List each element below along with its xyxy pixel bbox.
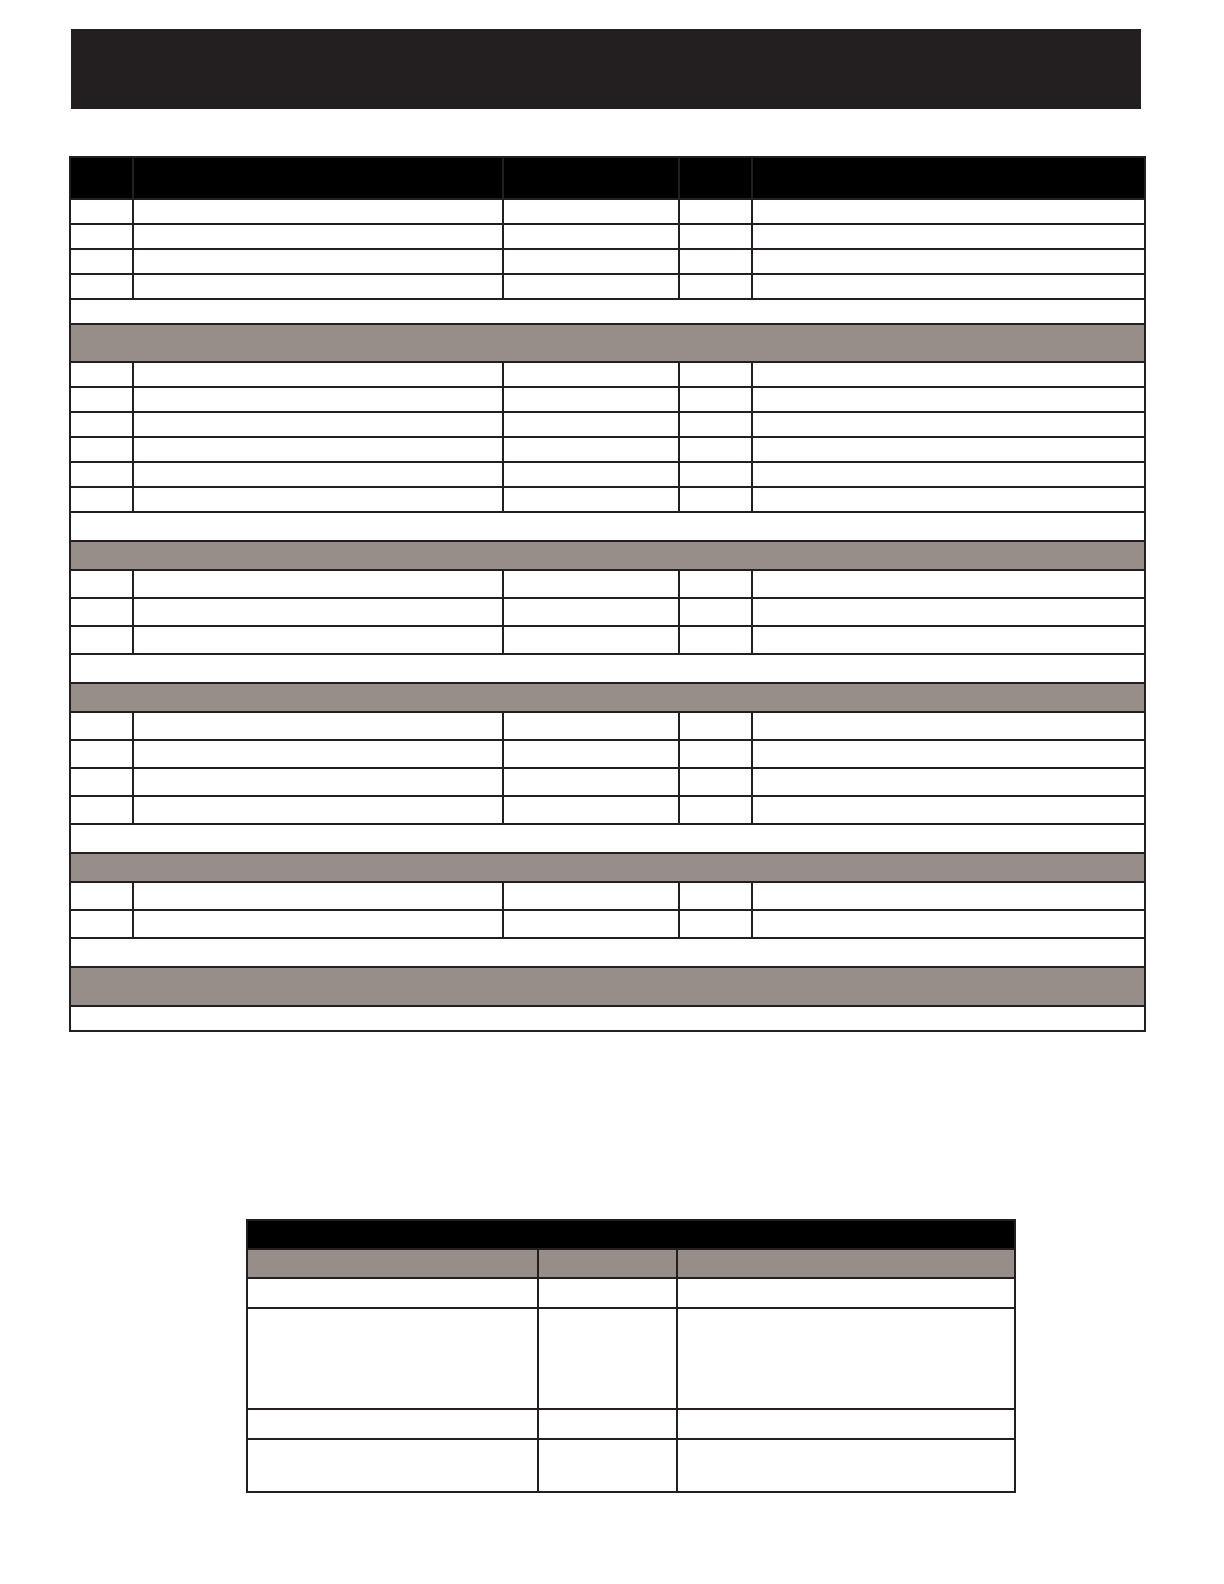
section-title xyxy=(70,541,1145,570)
table-cell[interactable] xyxy=(679,882,752,910)
table-cell[interactable] xyxy=(503,249,679,274)
table-cell[interactable] xyxy=(679,598,752,626)
table-row xyxy=(70,882,1145,910)
column-header xyxy=(752,157,1145,199)
table-cell[interactable] xyxy=(503,274,679,299)
table-cell[interactable] xyxy=(752,274,1145,299)
section-header-row xyxy=(70,324,1145,362)
table-cell[interactable] xyxy=(70,387,133,412)
table-cell[interactable] xyxy=(752,768,1145,796)
table-cell[interactable] xyxy=(503,570,679,598)
table-cell[interactable] xyxy=(70,712,133,740)
table-cell[interactable] xyxy=(133,570,503,598)
group-spacer-row xyxy=(70,938,1145,967)
table-cell[interactable] xyxy=(503,387,679,412)
table-cell[interactable] xyxy=(679,740,752,768)
spacer-cell[interactable] xyxy=(70,299,1145,324)
group-spacer-row xyxy=(70,824,1145,853)
table-cell[interactable] xyxy=(752,199,1145,224)
table-cell[interactable] xyxy=(247,1409,538,1439)
page-title xyxy=(71,56,91,81)
table-cell[interactable] xyxy=(752,224,1145,249)
table-cell[interactable] xyxy=(752,387,1145,412)
spacer-cell[interactable] xyxy=(70,938,1145,967)
table-cell[interactable] xyxy=(503,598,679,626)
table-cell[interactable] xyxy=(677,1278,1015,1308)
table-cell[interactable] xyxy=(752,249,1145,274)
table-cell[interactable] xyxy=(503,626,679,654)
table-cell[interactable] xyxy=(679,362,752,387)
table-cell[interactable] xyxy=(679,249,752,274)
table-cell[interactable] xyxy=(503,462,679,487)
table-cell[interactable] xyxy=(247,1439,538,1492)
table-cell[interactable] xyxy=(679,412,752,437)
table-cell[interactable] xyxy=(679,570,752,598)
table-row xyxy=(70,740,1145,768)
table-cell[interactable] xyxy=(70,570,133,598)
table-cell[interactable] xyxy=(70,274,133,299)
table-row xyxy=(70,768,1145,796)
table-cell[interactable] xyxy=(70,626,133,654)
summary-table xyxy=(246,1219,1016,1493)
table-cell[interactable] xyxy=(133,362,503,387)
table-cell[interactable] xyxy=(679,199,752,224)
table-cell[interactable] xyxy=(679,487,752,512)
table-cell[interactable] xyxy=(133,712,503,740)
section-header-row xyxy=(70,541,1145,570)
table-cell[interactable] xyxy=(133,224,503,249)
table-cell[interactable] xyxy=(247,1308,538,1409)
table-row xyxy=(70,570,1145,598)
table-cell[interactable] xyxy=(133,487,503,512)
table-cell[interactable] xyxy=(752,626,1145,654)
table-row xyxy=(70,487,1145,512)
section-title xyxy=(70,967,1145,1006)
table-cell[interactable] xyxy=(538,1308,677,1409)
table-cell[interactable] xyxy=(133,598,503,626)
table-cell[interactable] xyxy=(70,437,133,462)
table-cell[interactable] xyxy=(133,462,503,487)
table-row xyxy=(247,1278,1015,1308)
table-row xyxy=(70,249,1145,274)
table-cell[interactable] xyxy=(133,437,503,462)
table-cell[interactable] xyxy=(503,910,679,938)
table-cell[interactable] xyxy=(677,1439,1015,1492)
table-cell[interactable] xyxy=(679,626,752,654)
table-cell[interactable] xyxy=(752,740,1145,768)
group-spacer-row xyxy=(70,1006,1145,1031)
table-cell[interactable] xyxy=(133,910,503,938)
table-cell[interactable] xyxy=(70,412,133,437)
table-row xyxy=(70,437,1145,462)
table-cell[interactable] xyxy=(503,882,679,910)
section-header-row xyxy=(70,967,1145,1006)
table-row xyxy=(70,712,1145,740)
column-header xyxy=(70,157,133,199)
table-cell[interactable] xyxy=(247,1278,538,1308)
table-cell[interactable] xyxy=(679,387,752,412)
column-header xyxy=(538,1249,677,1278)
table-cell[interactable] xyxy=(752,796,1145,824)
table-cell[interactable] xyxy=(133,796,503,824)
table-row xyxy=(70,274,1145,299)
table-cell[interactable] xyxy=(752,712,1145,740)
table-cell[interactable] xyxy=(70,249,133,274)
schedule-table xyxy=(69,156,1146,1032)
table-cell[interactable] xyxy=(679,768,752,796)
table-cell[interactable] xyxy=(133,274,503,299)
table-row xyxy=(70,412,1145,437)
table-cell[interactable] xyxy=(679,712,752,740)
table-cell[interactable] xyxy=(70,462,133,487)
table-cell[interactable] xyxy=(503,412,679,437)
spacer-cell[interactable] xyxy=(70,824,1145,853)
table-cell[interactable] xyxy=(752,462,1145,487)
table-cell[interactable] xyxy=(133,626,503,654)
table-cell[interactable] xyxy=(133,199,503,224)
table-cell[interactable] xyxy=(503,768,679,796)
table-cell[interactable] xyxy=(133,768,503,796)
table-cell[interactable] xyxy=(70,796,133,824)
table-cell[interactable] xyxy=(70,224,133,249)
table-cell[interactable] xyxy=(677,1308,1015,1409)
column-header xyxy=(677,1249,1015,1278)
table-cell[interactable] xyxy=(70,598,133,626)
summary-header-row xyxy=(247,1249,1015,1278)
table-cell[interactable] xyxy=(503,224,679,249)
table-cell[interactable] xyxy=(538,1439,677,1492)
table-cell[interactable] xyxy=(503,437,679,462)
column-header xyxy=(247,1249,538,1278)
page-title-bar xyxy=(71,29,1141,109)
table-cell[interactable] xyxy=(538,1278,677,1308)
table-cell[interactable] xyxy=(70,768,133,796)
table-row xyxy=(70,224,1145,249)
table-row xyxy=(70,387,1145,412)
table-cell[interactable] xyxy=(133,387,503,412)
table-cell[interactable] xyxy=(133,882,503,910)
table-cell[interactable] xyxy=(752,910,1145,938)
table-cell[interactable] xyxy=(752,570,1145,598)
table-cell[interactable] xyxy=(679,274,752,299)
group-spacer-row xyxy=(70,299,1145,324)
table-cell[interactable] xyxy=(503,199,679,224)
table-cell[interactable] xyxy=(752,598,1145,626)
table-cell[interactable] xyxy=(133,740,503,768)
table-cell[interactable] xyxy=(503,487,679,512)
table-cell[interactable] xyxy=(679,437,752,462)
column-header xyxy=(503,157,679,199)
table-cell[interactable] xyxy=(752,412,1145,437)
table-cell[interactable] xyxy=(70,882,133,910)
table-cell[interactable] xyxy=(70,910,133,938)
table-cell[interactable] xyxy=(133,249,503,274)
table-row xyxy=(247,1409,1015,1439)
table-cell[interactable] xyxy=(679,910,752,938)
section-title xyxy=(70,324,1145,362)
section-header-row xyxy=(70,683,1145,712)
section-title xyxy=(70,853,1145,882)
table-cell[interactable] xyxy=(70,199,133,224)
table-cell[interactable] xyxy=(679,224,752,249)
table-header-row xyxy=(70,157,1145,199)
table-cell[interactable] xyxy=(679,796,752,824)
table-cell[interactable] xyxy=(503,796,679,824)
table-row xyxy=(70,462,1145,487)
column-header xyxy=(679,157,752,199)
table-row xyxy=(70,910,1145,938)
table-cell[interactable] xyxy=(133,412,503,437)
section-title xyxy=(70,683,1145,712)
table-cell[interactable] xyxy=(503,712,679,740)
section-header-row xyxy=(70,853,1145,882)
table-cell[interactable] xyxy=(677,1409,1015,1439)
table-cell[interactable] xyxy=(70,362,133,387)
table-row xyxy=(70,598,1145,626)
spacer-cell[interactable] xyxy=(70,654,1145,683)
table-cell[interactable] xyxy=(752,362,1145,387)
summary-title xyxy=(247,1220,1015,1249)
table-row xyxy=(70,362,1145,387)
table-row xyxy=(247,1439,1015,1492)
table-cell[interactable] xyxy=(70,740,133,768)
table-row xyxy=(70,796,1145,824)
table-cell[interactable] xyxy=(752,487,1145,512)
table-cell[interactable] xyxy=(752,882,1145,910)
table-row xyxy=(247,1308,1015,1409)
table-cell[interactable] xyxy=(70,487,133,512)
group-spacer-row xyxy=(70,512,1145,541)
summary-title-row xyxy=(247,1220,1015,1249)
table-cell[interactable] xyxy=(503,362,679,387)
table-row xyxy=(70,626,1145,654)
table-cell[interactable] xyxy=(679,462,752,487)
spacer-cell[interactable] xyxy=(70,1006,1145,1031)
table-cell[interactable] xyxy=(538,1409,677,1439)
spacer-cell[interactable] xyxy=(70,512,1145,541)
column-header xyxy=(133,157,503,199)
table-cell[interactable] xyxy=(503,740,679,768)
group-spacer-row xyxy=(70,654,1145,683)
table-cell[interactable] xyxy=(752,437,1145,462)
table-row xyxy=(70,199,1145,224)
